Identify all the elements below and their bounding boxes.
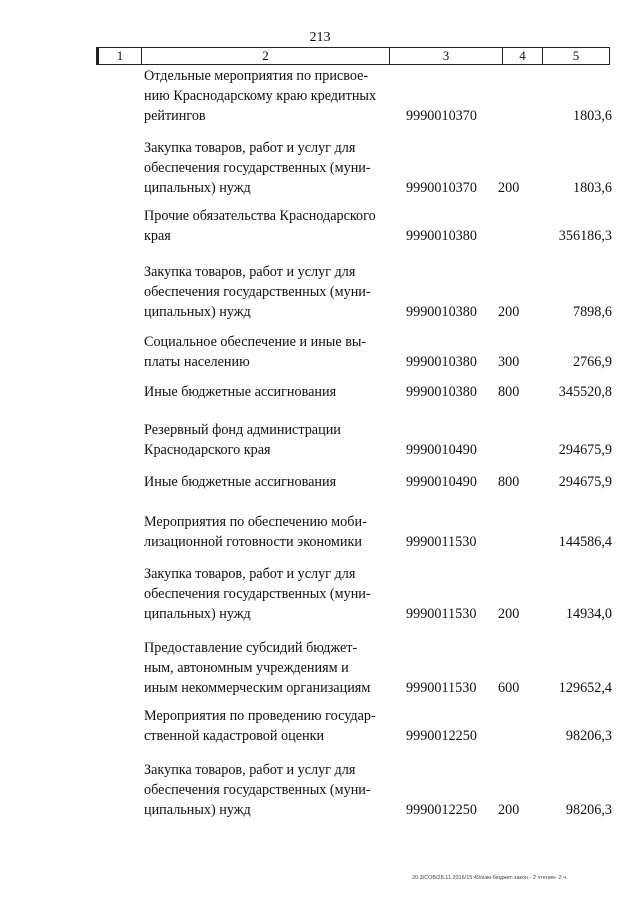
row-expense-type: 200 (498, 606, 520, 622)
row-description-line: Прочие обязательства Краснодарского (144, 208, 376, 224)
row-amount: 356186,3 (558, 228, 612, 244)
header-col-5: 5 (543, 48, 610, 65)
row-amount: 2766,9 (572, 354, 612, 370)
row-description-line: обеспечения государственных (муни- (144, 284, 371, 300)
row-description-line: Мероприятия по обеспечению моби- (144, 514, 367, 530)
row-amount: 294675,9 (558, 442, 612, 458)
row-code: 9990010490 (406, 442, 477, 458)
row-amount: 129652,4 (558, 680, 612, 696)
row-amount: 7898,6 (572, 304, 612, 320)
row-description (144, 706, 392, 746)
row-description-line: обеспечения государственных (муни- (144, 782, 371, 798)
row-description-line: Отдельные мероприятия по присвое- (144, 68, 369, 84)
header-col-3: 3 (390, 48, 503, 65)
row-expense-type: 200 (498, 802, 520, 818)
row-code: 9990010380 (406, 354, 477, 370)
row-description (144, 638, 392, 698)
row-description-line: Иные бюджетные ассигнования (144, 384, 337, 400)
row-description-line: иным некоммерческим организациям (144, 680, 371, 696)
row-description-line: Закупка товаров, работ и услуг для (144, 762, 356, 778)
row-description (144, 760, 392, 820)
row-description-line: Закупка товаров, работ и услуг для (144, 566, 356, 582)
row-description-line: ципальных) нужд (144, 606, 251, 622)
row-expense-type: 800 (498, 474, 520, 490)
row-code: 9990010370 (406, 108, 477, 124)
row-description-line: ственной кадастровой оценки (144, 728, 325, 744)
row-description-line: обеспечения государственных (муни- (144, 586, 371, 602)
row-description-line: ципальных) нужд (144, 802, 251, 818)
row-description (144, 420, 392, 460)
row-description-line: Резервный фонд администрации (144, 422, 341, 438)
row-amount: 294675,9 (558, 474, 612, 490)
row-amount: 1803,6 (572, 108, 612, 124)
row-description-line: Мероприятия по проведению государ- (144, 708, 376, 724)
row-description-line: обеспечения государственных (муни- (144, 160, 371, 176)
row-description-line: Иные бюджетные ассигнования (144, 474, 337, 490)
row-code: 9990010370 (406, 180, 477, 196)
row-code: 9990010380 (406, 304, 477, 320)
row-description (144, 512, 392, 552)
row-amount: 98206,3 (565, 728, 612, 744)
row-amount: 14934,0 (565, 606, 612, 622)
row-description-line: ципальных) нужд (144, 180, 251, 196)
row-code: 9990011530 (406, 606, 477, 622)
row-description-line: Краснодарского края (144, 442, 271, 458)
row-code: 9990011530 (406, 680, 477, 696)
row-description-line: нию Краснодарскому краю кредитных (144, 88, 377, 104)
page-number: 213 (309, 30, 331, 45)
header-col-4: 4 (503, 48, 543, 65)
row-description-line: Закупка товаров, работ и услуг для (144, 264, 356, 280)
row-description-line: ципальных) нужд (144, 304, 251, 320)
table-header (98, 47, 610, 65)
header-col-1: 1 (99, 48, 142, 65)
row-description (144, 332, 392, 372)
footer-stamp: 20.3/СОВ/28.11.2016/15:49/изм-бюджет-закон - 2 чтение- 2 ч. (412, 875, 568, 881)
row-amount: 144586,4 (558, 534, 612, 550)
row-description (144, 262, 392, 322)
row-code: 9990011530 (406, 534, 477, 550)
row-description (144, 138, 392, 198)
row-description (144, 66, 392, 126)
row-description (144, 472, 392, 492)
row-description (144, 564, 392, 624)
row-amount: 98206,3 (565, 802, 612, 818)
row-expense-type: 200 (498, 304, 520, 320)
row-description-line: края (144, 228, 171, 244)
row-expense-type: 800 (498, 384, 520, 400)
row-expense-type: 200 (498, 180, 520, 196)
row-description (144, 382, 392, 402)
row-description (144, 206, 392, 246)
row-description-line: Предоставление субсидий бюджет- (144, 640, 358, 656)
row-code: 9990010380 (406, 384, 477, 400)
row-amount: 1803,6 (572, 180, 612, 196)
row-description-line: Социальное обеспечение и иные вы- (144, 334, 367, 350)
row-code: 9990012250 (406, 802, 477, 818)
row-code: 9990010490 (406, 474, 477, 490)
row-expense-type: 600 (498, 680, 520, 696)
row-description-line: платы населению (144, 354, 250, 370)
row-code: 9990012250 (406, 728, 477, 744)
row-amount: 345520,8 (558, 384, 612, 400)
row-description-line: лизационной готовности экономики (144, 534, 362, 550)
row-description-line: рейтингов (144, 108, 206, 124)
row-description-line: Закупка товаров, работ и услуг для (144, 140, 356, 156)
header-col-2: 2 (142, 48, 390, 65)
row-code: 9990010380 (406, 228, 477, 244)
row-description-line: ным, автономным учреждениям и (144, 660, 349, 676)
row-expense-type: 300 (498, 354, 520, 370)
